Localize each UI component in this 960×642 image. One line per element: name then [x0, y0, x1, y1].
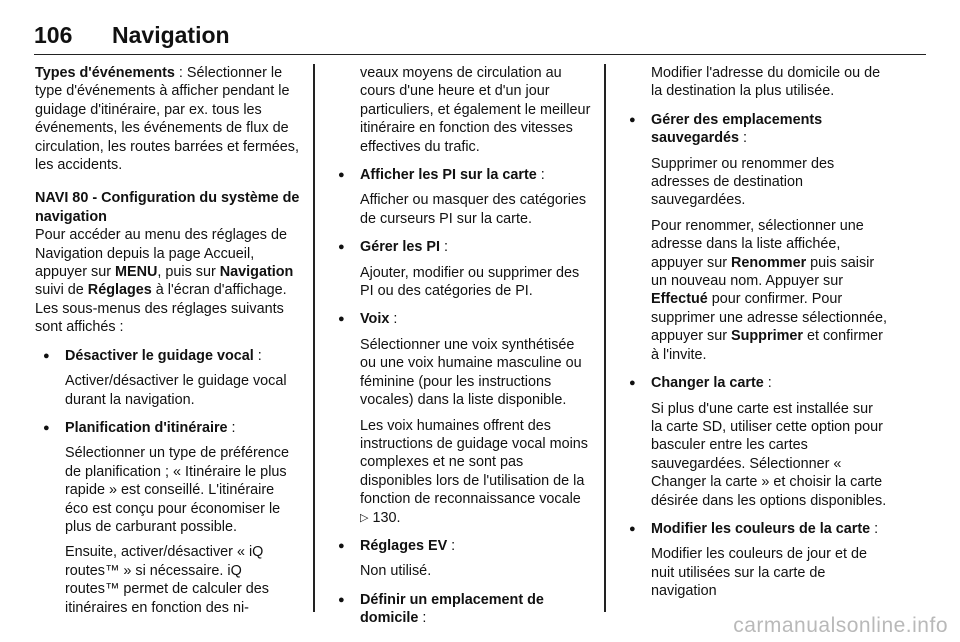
list-item: ● Réglages EV :: [330, 537, 592, 555]
section-title: Navigation: [112, 22, 230, 48]
column-divider-2: [604, 64, 606, 612]
list-item: ● Changer la carte :: [621, 374, 887, 392]
list-item-body: Ajouter, modifier ou supprimer des PI ou des catégories de PI.: [360, 264, 580, 300]
list-item: ● Afficher les PI sur la carte :: [330, 166, 592, 184]
column-3: [621, 64, 887, 601]
list-item: ● Désactiver le guidage vocal :: [35, 347, 300, 365]
continued-paragraph: Modifier l'adresse du domicile ou de la destination la plus utilisée.: [651, 65, 881, 100]
list-item: ● Planification d'itinéraire :: [35, 419, 300, 437]
page-number: 106: [34, 22, 73, 48]
page-header: [34, 20, 926, 55]
intro-paragraph: Pour accéder au menu des réglages de Navigation depuis la page Accueil, appuyer sur MENU, puis sur Navigation suivi de Réglages à l'écran d'affichage. Les sous-menus des réglages suivants sont affichés :: [35, 227, 294, 336]
list-item: ● Voix :: [330, 310, 592, 328]
list-item-body: Afficher ou masquer des catégories de curseurs PI sur la carte.: [360, 192, 587, 227]
list-item-body: Les voix humaines offrent des instructions de guidage vocal moins complexes et ne sont pas disponibles lors de l'utilisation de la fonction de reconnaissance vocale ▷ 130.: [360, 417, 588, 526]
column-1: [35, 64, 300, 617]
list-item: ● Modifier les couleurs de la carte :: [621, 520, 887, 538]
list-item: ● Gérer des emplacements sauvegardés :: [621, 111, 887, 148]
column-2: [330, 64, 592, 628]
list-item-body: Pour renommer, sélectionner une adresse dans la liste affichée, appuyer sur Renommer puis saisir un nouveau nom. Appuyer sur Effectué pour confirmer. Pour supprimer une adresse sélectionnée, appuyer sur Supprimer et confirmer à l'invite.: [651, 217, 887, 363]
event-types-paragraph: Types d'événements : Sélectionner le type d'événements à afficher pendant le guidage d'itinéraire, par ex. tous les événements, les événements de flux de circulation, les routes barrées et fermées, les accidents.: [35, 65, 299, 174]
watermark: carmanualsonline.info: [733, 614, 948, 637]
list-item-body: Supprimer ou renommer des adresses de destination sauvegardées.: [651, 155, 835, 209]
continued-paragraph: veaux moyens de circulation au cours d'une heure et d'un jour particuliers, et également le meilleur itinéraire en fonction des vitesses effectives du trafic.: [360, 65, 591, 155]
list-item-body: Activer/désactiver le guidage vocal durant la navigation.: [65, 373, 287, 408]
list-item-body: Sélectionner un type de préférence de planification ; « Itinéraire le plus rapide » est conseillé. L'itinéraire éco est conçu pour économiser le plus de carburant possible.: [65, 445, 290, 535]
list-item-body: Non utilisé.: [360, 563, 432, 580]
list-item: ● Définir un emplacement de domicile :: [330, 591, 592, 628]
list-item-body: Modifier les couleurs de jour et de nuit utilisées sur la carte de navigation: [651, 546, 867, 600]
column-divider-1: [313, 64, 315, 612]
list-item: ● Gérer les PI :: [330, 238, 592, 256]
list-item-body: Sélectionner une voix synthétisée ou une voix humaine masculine ou féminine (pour les instructions vocales) dans la liste disponible.: [360, 336, 582, 409]
config-heading: NAVI 80 - Configuration du système de navigation: [35, 190, 300, 225]
list-item-body: Ensuite, activer/désactiver « iQ routes™ » si nécessaire. iQ routes™ permet de calculer des itinéraires en fonction des ni-: [65, 544, 269, 616]
list-item-body: Si plus d'une carte est installée sur la carte SD, utiliser cette option pour basculer entre les cartes sauvegardées. Sélectionner « Changer la carte » et choisir la carte désirée dans les options disponibles.: [651, 400, 887, 509]
page-reference-arrow-icon: ▷: [360, 511, 369, 524]
